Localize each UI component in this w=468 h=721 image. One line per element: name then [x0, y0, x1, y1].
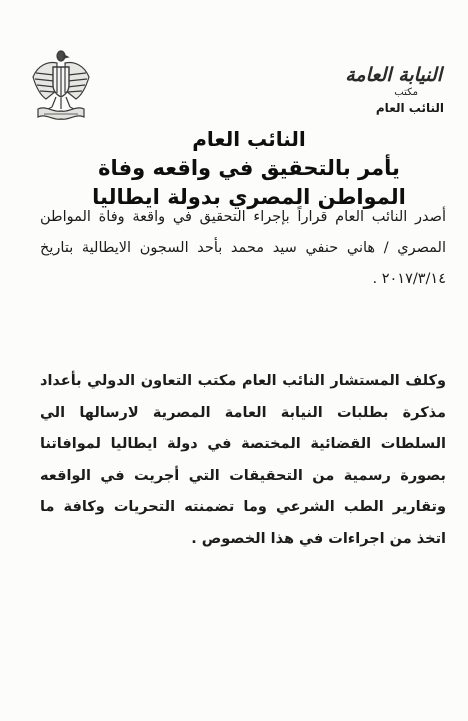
headline-line-1: النائب العام: [192, 127, 306, 151]
office-name: النائب العام: [375, 101, 444, 115]
headline-line-2: يأمر بالتحقيق في واقعه وفاة: [98, 156, 400, 180]
body-paragraph-1: أصدر النائب العام قراراً بإجراء التحقيق في واقعة وفاة المواطن المصري / هاني حنفي سيد محمد بأحد السجون الايطالية بتاريخ ٢٠١٧/٣/١٤ .: [40, 209, 446, 287]
headline: [60, 125, 438, 212]
letterhead: [308, 64, 448, 116]
body-paragraph-2: وكلف المستشار النائب العام مكتب التعاون الدولي بأعداد مذكرة بطلبات النيابة العامة المصرية لارسالها الي السلطات القضائية المختصة في دولة ايطاليا لموافاتنا بصورة رسمية من التحقيقات التي أجريت في الواقعه وتقارير الطب الشرعي وما تضمنته التحريات وكافة ما اتخذ من اجراءات في هذا الخصوص .: [40, 373, 446, 547]
organization-name: النيابة العامة: [345, 64, 442, 86]
egypt-eagle-emblem-icon: [30, 47, 92, 123]
headline-line-3: المواطن المصري بدولة ايطاليا: [92, 185, 406, 209]
office-label: مكتب: [394, 87, 418, 98]
